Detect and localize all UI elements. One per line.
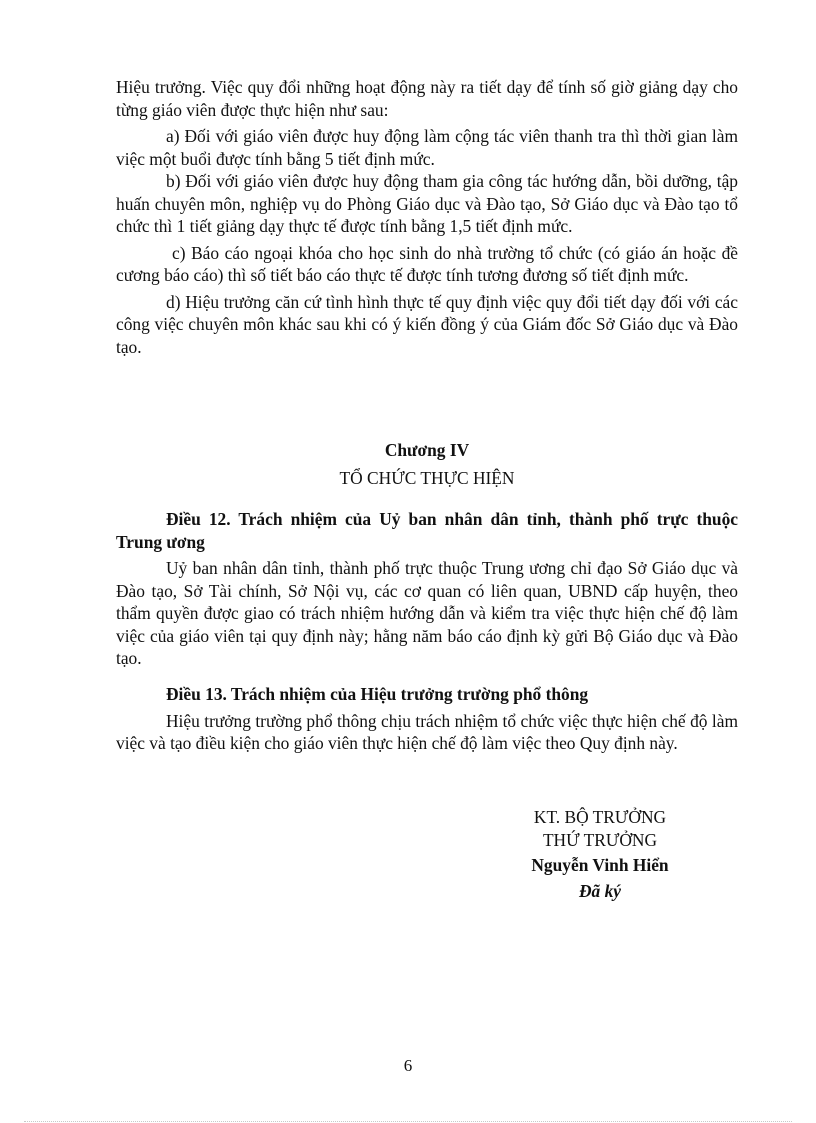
chapter-number: Chương IV [384,440,470,460]
intro-paragraph: Hiệu trưởng. Việc quy đổi những hoạt động này ra tiết dạy để tính số giờ giảng dạy cho từng giáo viên được thực hiện như sau: [116,77,738,120]
signature-title-2: THỨ TRƯỞNG [542,829,658,850]
item-b: b) Đối với giáo viên được huy động tham gia công tác hướng dẫn, bồi dưỡng, tập huấn chuyên môn, nghiệp vụ do Phòng Giáo dục và Đào tạo, Sở Giáo dục và Đào tạo tổ chức thì 1 tiết giảng dạy thực tế được tính bằng 1,5 tiết định mức. [116,171,738,236]
chapter-title: TỔ CHỨC THỰC HIỆN [339,467,515,488]
continuation-section [116,76,738,358]
item-a: a) Đối với giáo viên được huy động làm cộng tác viên thanh tra thì thời gian làm việc một buổi được tính bằng 5 tiết định mức. [116,126,738,169]
item-d: d) Hiệu trưởng căn cứ tình hình thực tế quy định việc quy đổi tiết dạy đối với các công việc chuyên môn khác sau khi có ý kiến đồng ý của Giám đốc Sở Giáo dục và Đào tạo. [116,291,738,357]
item-c: c) Báo cáo ngoại khóa cho học sinh do nhà trường tổ chức (có giáo án hoặc đề cương báo cáo) thì số tiết báo cáo thực tế được tính tương đương số tiết định mức. [116,242,738,285]
article-13 [116,683,738,755]
article-13-body: Hiệu trưởng trường phổ thông chịu trách nhiệm tổ chức việc thực hiện chế độ làm việc và tạo điều kiện cho giáo viên thực hiện chế độ làm việc theo Quy định này. [116,710,738,753]
article-12-body: Uỷ ban nhân dân tỉnh, thành phố trực thuộc Trung ương chỉ đạo Sở Giáo dục và Đào tạo, Sở Tài chính, Sở Nội vụ, các cơ quan có liên quan, UBND cấp huyện, theo thẩm quyền được giao có trách nhiệm hướng dẫn và kiểm tra việc thực hiện chế độ làm việc của giáo viên tại quy định này; hằng năm báo cáo định kỳ gửi Bộ Giáo dục và Đào tạo. [116,558,738,668]
article-12-heading: Điều 12. Trách nhiệm của Uỷ ban nhân dân tỉnh, thành phố trực thuộc Trung ương [116,509,738,552]
article-13-heading: Điều 13. Trách nhiệm của Hiệu trưởng trường phổ thông [166,684,589,704]
page-bottom-rule [24,1121,792,1122]
page-number: 6 [403,1056,413,1075]
signer-name: Nguyễn Vinh Hiển [531,855,669,875]
signature-block [480,806,720,902]
article-12 [116,508,738,670]
chapter-header [116,439,738,489]
signed-note: Đã ký [578,880,622,901]
signature-title-1: KT. BỘ TRƯỞNG [533,807,667,827]
